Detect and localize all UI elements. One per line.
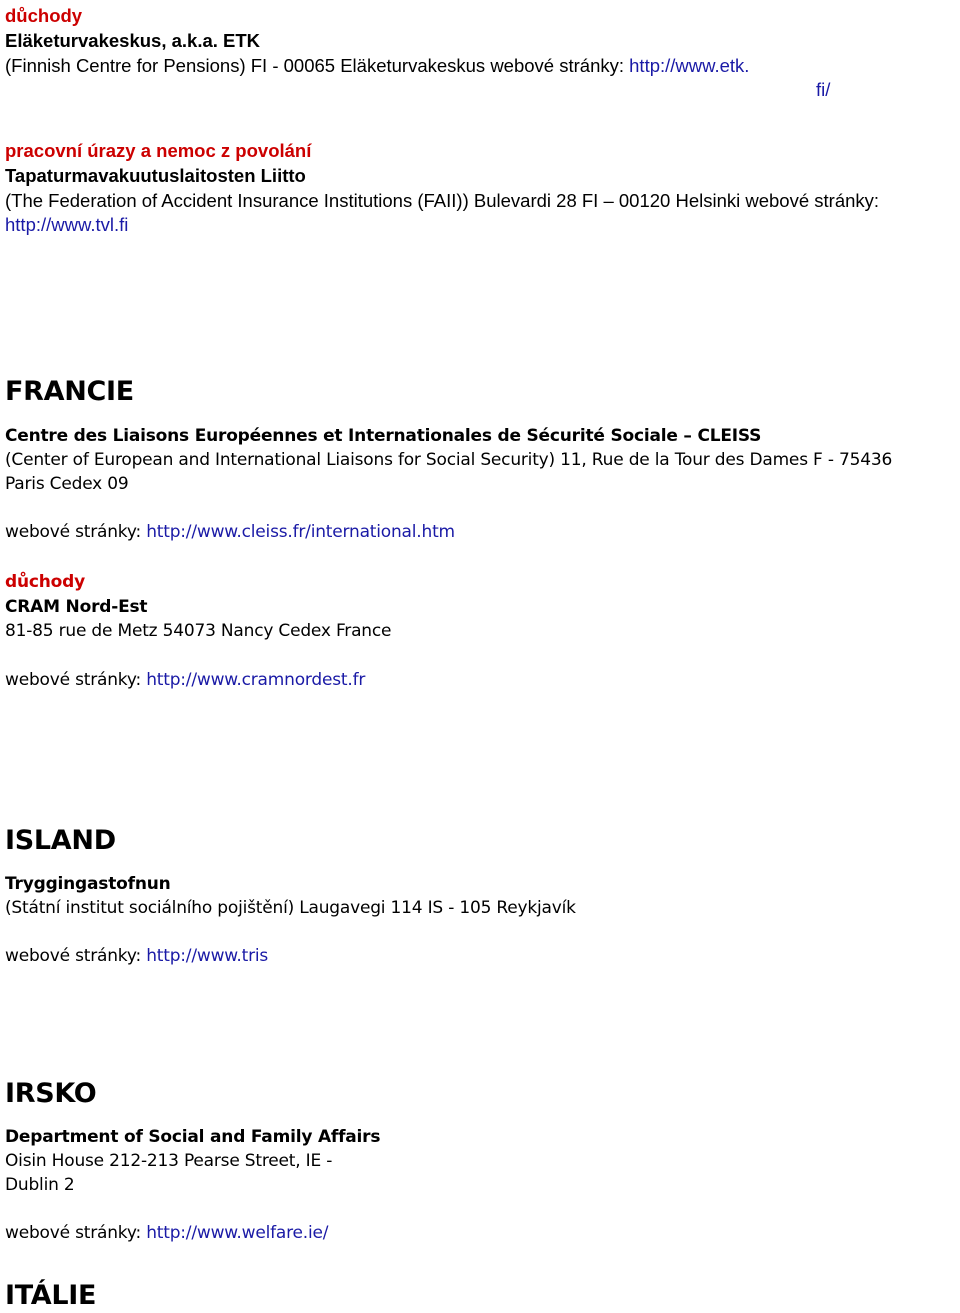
finland-pensions-desc xyxy=(5,54,749,78)
italy-heading: ITÁLIE xyxy=(5,1280,97,1311)
finland-pensions-url-start[interactable]: http://www.etk. xyxy=(629,55,750,76)
france-pensions-category: důchody xyxy=(5,572,85,592)
ireland-org-web xyxy=(5,1221,328,1245)
finland-injuries-url[interactable]: http://www.tvl.fi xyxy=(5,214,129,235)
france-heading: FRANCIE xyxy=(5,376,134,407)
iceland-org-name: Tryggingastofnun xyxy=(5,874,171,894)
france-org-name: Centre des Liaisons Européennes et Internationales de Sécurité Sociale – CLEISS xyxy=(5,426,762,446)
iceland-heading: ISLAND xyxy=(5,825,116,856)
ireland-org-address-line1: Oisin House 212-213 Pearse Street, IE - xyxy=(5,1151,333,1171)
ireland-org-address-line2: Dublin 2 xyxy=(5,1175,75,1195)
finland-injuries-category: pracovní úrazy a nemoc z povolání xyxy=(5,140,312,161)
finland-injuries-desc: (The Federation of Accident Insurance Institutions (FAII)) Bulevardi 28 FI – 00120 Helsinki webové stránky: xyxy=(5,190,880,211)
france-pensions-web xyxy=(5,668,365,692)
france-org-web xyxy=(5,520,455,544)
ireland-org-url[interactable]: http://www.welfare.ie/ xyxy=(146,1223,329,1243)
france-pensions-org-name: CRAM Nord-Est xyxy=(5,597,148,617)
iceland-org-desc: (Státní institut sociálního pojištění) Laugavegi 114 IS - 105 Reykjavík xyxy=(5,898,576,918)
finland-pensions-org-name: Eläketurvakeskus, a.k.a. ETK xyxy=(5,30,261,51)
france-pensions-web-label: webové stránky: xyxy=(5,670,147,690)
france-org-desc-line2: Paris Cedex 09 xyxy=(5,474,129,494)
finland-injuries-org-name: Tapaturmavakuutuslaitosten Liitto xyxy=(5,165,306,186)
finland-pensions-desc-text: (Finnish Centre for Pensions) FI - 00065 Eläketurvakeskus webové stránky: xyxy=(5,55,630,76)
finland-pensions-category: důchody xyxy=(5,5,83,26)
iceland-org-url[interactable]: http://www.tris xyxy=(146,946,269,966)
france-org-web-label: webové stránky: xyxy=(5,522,147,542)
france-org-url[interactable]: http://www.cleiss.fr/international.htm xyxy=(146,522,455,542)
finland-pensions-url-end[interactable]: fi/ xyxy=(816,79,831,100)
ireland-org-name: Department of Social and Family Affairs xyxy=(5,1127,381,1147)
ireland-heading: IRSKO xyxy=(5,1078,97,1109)
france-pensions-url[interactable]: http://www.cramnordest.fr xyxy=(146,670,366,690)
iceland-org-web xyxy=(5,944,268,968)
ireland-org-web-label: webové stránky: xyxy=(5,1223,147,1243)
france-org-desc-line1: (Center of European and International Liaisons for Social Security) 11, Rue de la Tour des Dames F - 75436 xyxy=(5,450,893,470)
iceland-org-web-label: webové stránky: xyxy=(5,946,147,966)
france-pensions-address: 81-85 rue de Metz 54073 Nancy Cedex France xyxy=(5,621,392,641)
